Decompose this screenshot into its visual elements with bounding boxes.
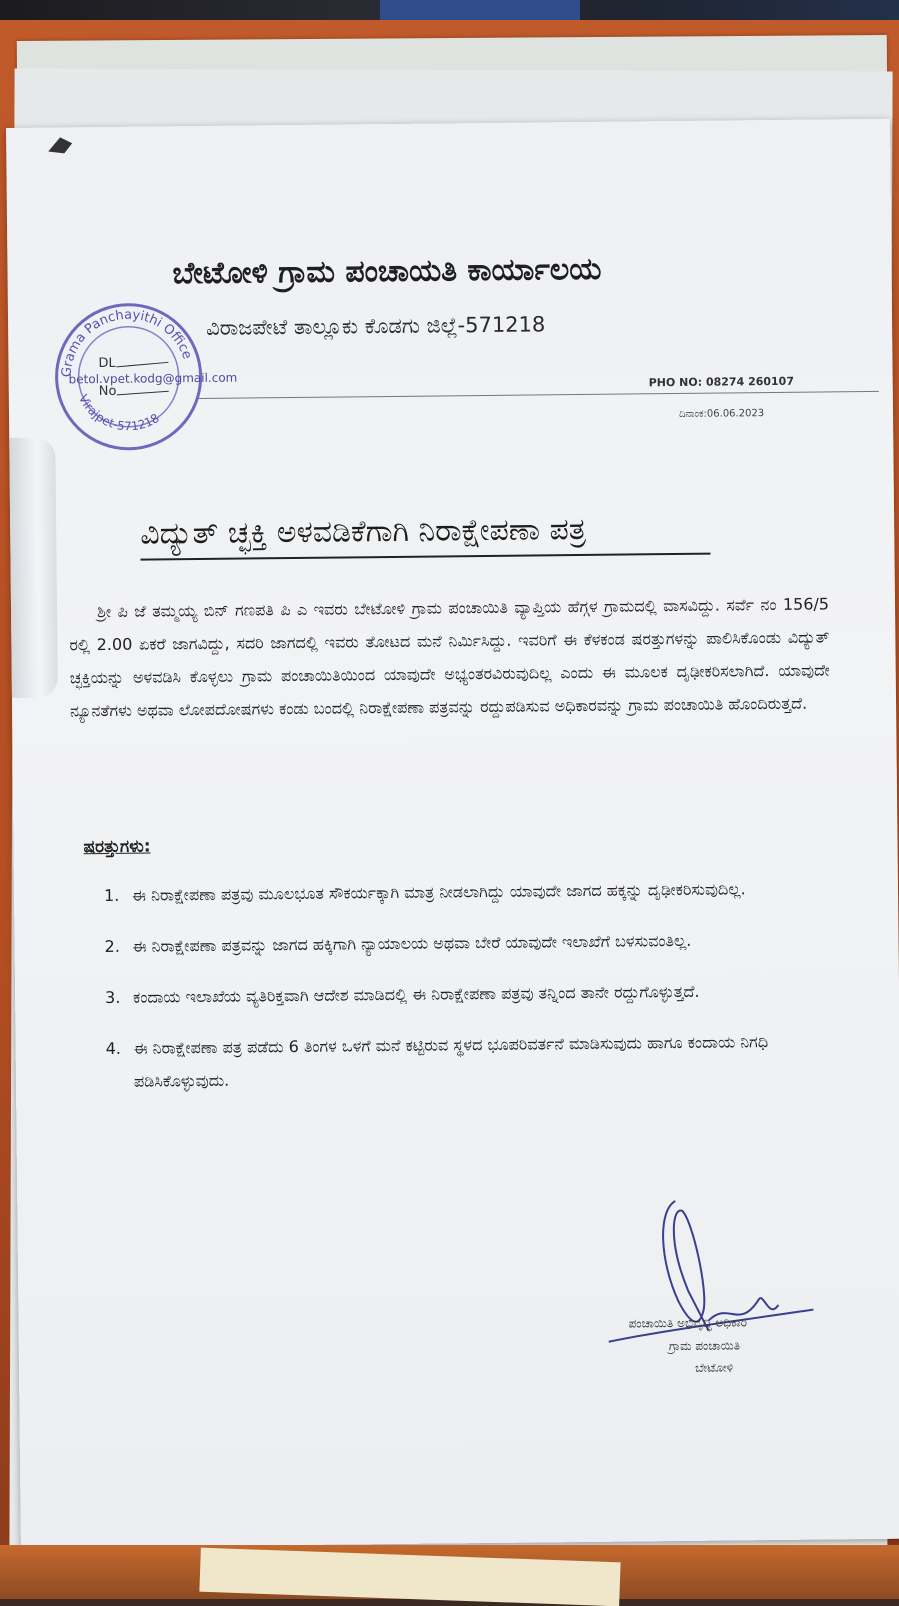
- condition-item: [104, 872, 804, 912]
- condition-item: [105, 974, 805, 1014]
- condition-number: 1.: [103, 885, 120, 906]
- letter-page: [6, 119, 899, 1548]
- corner-fold-icon: [46, 133, 74, 155]
- seal-line-no: No: [98, 383, 117, 400]
- underlying-note: [199, 1548, 620, 1606]
- office-seal-icon: [48, 296, 210, 458]
- signature-icon: [597, 1179, 829, 1361]
- signatory-place: ಬೇಟೋಳಿ: [694, 1360, 734, 1375]
- condition-text: ಈ ನಿರಾಕ್ಷೇಪಣಾ ಪತ್ರವು ಮೂಲಭೂತ ಸೌಕರ್ಯಕ್ಕಾಗಿ ಮಾತ್ರ ನೀಡಲಾಗಿದ್ದು ಯಾವುದೇ ಜಾಗದ ಹಕ್ಕನ್ನು ದೃಢೀಕರಿಸುವುದಿಲ್ಲ.: [131, 879, 746, 905]
- title-underline: [141, 553, 711, 561]
- condition-number: 3.: [105, 987, 121, 1008]
- seal-line-dl: DL: [98, 355, 116, 372]
- office-phone: PHO NO: 08274 260107: [648, 374, 795, 390]
- bottom-folder-edge: [0, 1545, 899, 1599]
- condition-text: ಈ ನಿರಾಕ್ಷೇಪಣಾ ಪತ್ರ ಪಡೆದು 6 ತಿಂಗಳ ಒಳಗೆ ಮನೆ ಕಟ್ಟಿರುವ ಸ್ಥಳದ ಭೂಪರಿವರ್ತನೆ ಮಾಡಿಸುವುದು ಹಾಗೂ ಕಂದಾಯ ನಿಗಧಿ ಪಡಿಸಿಕೊಳ್ಳುವುದು.: [133, 1032, 769, 1091]
- header-divider: [199, 391, 879, 399]
- svg-text:Virajpet-571218: [76, 392, 162, 434]
- office-name: ಬೇಟೋಳಿ ಗ್ರಾಮ ಪಂಚಾಯತಿ ಕಾರ್ಯಾಲಯ: [172, 251, 602, 292]
- binder-clip: [9, 438, 58, 698]
- condition-item: [104, 923, 804, 963]
- body-paragraph: ಶ್ರೀ ಪಿ ಜೆ ತಮ್ಮಯ್ಯ ಬಿನ್ ಗಣಪತಿ ಪಿ ಎ ಇವರು ಬೇಟೋಳಿ ಗ್ರಾಮ ಪಂಚಾಯಿತಿ ವ್ಯಾಪ್ತಿಯ ಹೆಗ್ಗಳ ಗ್ರಾಮದಲ್ಲಿ ವಾಸವಿದ್ದು. ಸರ್ವೆ ನಂ 156/5 ರಲ್ಲಿ 2.00 ಏಕರೆ ಜಾಗವಿದ್ದು, ಸದರಿ ಜಾಗದಲ್ಲಿ ಇವರು ತೋಟದ ಮನೆ ನಿರ್ಮಿಸಿದ್ದು. ಇವರಿಗೆ ಈ ಕೆಳಕಂಡ ಷರತ್ತುಗಳನ್ನು ಪಾಲಿಸಿಕೊಂಡು ವಿದ್ಯುತ್ ಚ್ಛಕ್ತಿಯನ್ನು ಅಳವಡಿಸಿ ಕೊಳ್ಳಲು ಗ್ರಾಮ ಪಂಚಾಯಿತಿಯಿಂದ ಯಾವುದೇ ಅಭ್ಯಂತರವಿರುವುದಿಲ್ಲ ಎಂದು ಈ ಮೂಲಕ ದೃಢೀಕರಿಸಲಾಗಿದೆ. ಯಾವುದೇ ನ್ಯೂನತೆಗಳು ಅಥವಾ ಲೋಪದೋಷಗಳು ಕಂಡು ಬಂದಲ್ಲಿ ನಿರಾಕ್ಷೇಪಣಾ ಪತ್ರವನ್ನು ರದ್ದುಪಡಿಸುವ ಅಧಿಕಾರವನ್ನು ಗ್ರಾಮ ಪಂಚಾಯಿತಿ ಹೊಂದಿರುತ್ತದೆ.: [69, 594, 830, 721]
- letter-date: ದಿನಾಂಕ:06.06.2023: [678, 408, 765, 420]
- conditions-list: [104, 872, 806, 1116]
- background-object: [380, 0, 580, 22]
- condition-text: ಈ ನಿರಾಕ್ಷೇಪಣಾ ಪತ್ರವನ್ನು ಜಾಗದ ಹಕ್ಕಿಗಾಗಿ ನ್ಯಾಯಾಲಯ ಅಥವಾ ಬೇರೆ ಯಾವುದೇ ಇಲಾಖೆಗೆ ಬಳಸುವಂತಿಲ್ಲ.: [132, 930, 692, 956]
- office-email: betol.vpet.kodg@gmail.com: [68, 370, 238, 387]
- condition-text: ಕಂದಾಯ ಇಲಾಖೆಯ ವ್ಯತಿರಿಕ್ತವಾಗಿ ಆದೇಶ ಮಾಡಿದಲ್ಲಿ ಈ ನಿರಾಕ್ಷೇಪಣಾ ಪತ್ರವು ತನ್ನಿಂದ ತಾನೇ ರದ್ದುಗೊಳ್ಳುತ್ತದೆ.: [133, 981, 700, 1007]
- seal-text: Grama Panchayithi Office: [59, 307, 195, 378]
- signatory-office: ಗ್ರಾಮ ಪಂಚಾಯಿತಿ: [668, 1338, 741, 1354]
- seal-place: Virajpet-571218: [76, 392, 162, 434]
- condition-number: 2.: [104, 936, 120, 957]
- conditions-heading: ಷರತ್ತುಗಳು:: [83, 836, 151, 858]
- signatory-designation: ಪಂಚಾಯಿತಿ ಅಭಿವೃದ್ಧಿ ಅಧಿಕಾರಿ: [628, 1315, 748, 1331]
- document-title: ವಿದ್ಯುತ್ ಚ್ಛಕ್ತಿ ಅಳವಡಿಕೆಗಾಗಿ ನಿರಾಕ್ಷೇಪಣಾ ಪತ್ರ: [140, 511, 587, 552]
- condition-number: 4.: [105, 1038, 122, 1059]
- office-address: ವಿರಾಜಪೇಟೆ ತಾಲ್ಲೂಕು ಕೊಡಗು ಜಿಲ್ಲೆ-571218: [205, 312, 546, 340]
- condition-item: [105, 1025, 806, 1098]
